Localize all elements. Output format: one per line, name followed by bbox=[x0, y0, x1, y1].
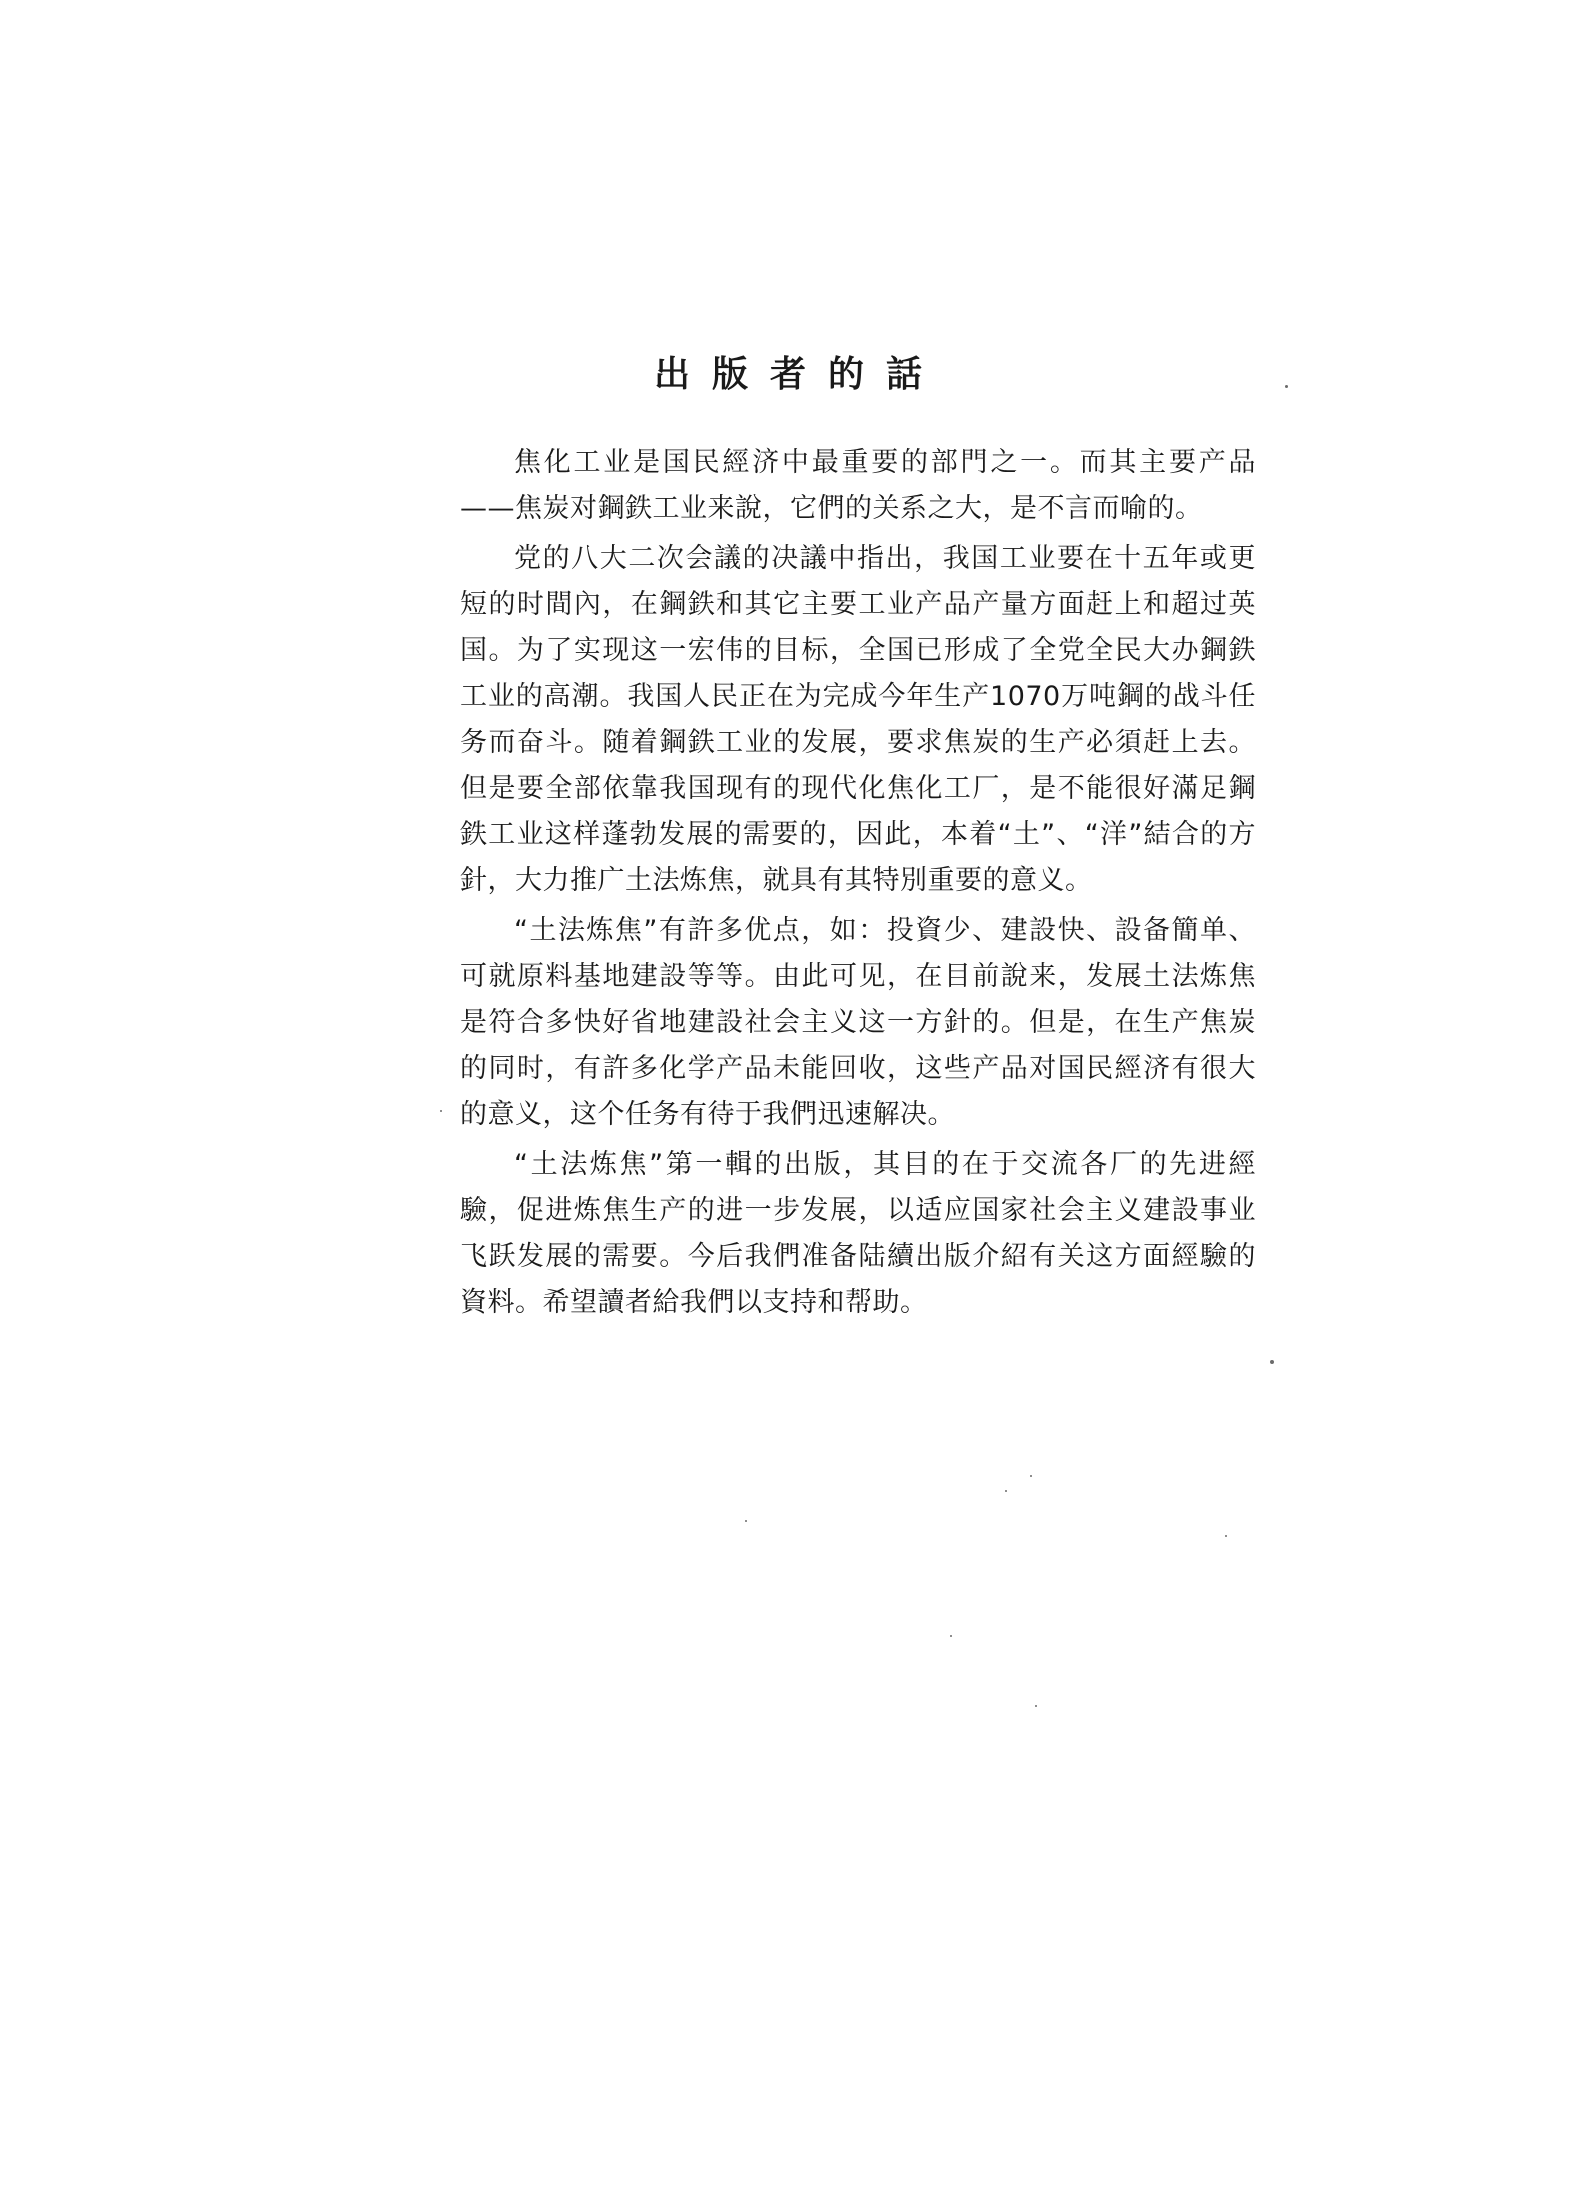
page-title: 出版者的話 bbox=[653, 353, 944, 395]
scan-speck bbox=[1005, 1490, 1007, 1492]
paragraph-1: 焦化工业是国民經济中最重要的部門之一。而其主要产品——焦炭对鋼鉄工业来說，它們的关系之大，是不言而喻的。 bbox=[460, 447, 1256, 524]
body-text bbox=[460, 440, 1256, 1330]
scan-speck bbox=[1035, 1705, 1037, 1707]
scan-speck bbox=[1285, 385, 1288, 388]
paragraph-4: “土法炼焦”第一輯的出版，其目的在于交流各厂的先进經驗，促进炼焦生产的进一步发展，以适应国家社会主义建設事业飞跃发展的需要。今后我們准备陆續出版介紹有关这方面經驗的資料。希望讀者給我們以支持和帮助。 bbox=[460, 1149, 1256, 1318]
scan-speck bbox=[1030, 1475, 1032, 1477]
scan-speck bbox=[950, 1635, 952, 1637]
paragraph-3: “土法炼焦”有許多优点，如：投資少、建設快、設备簡单、可就原料基地建設等等。由此可见，在目前說来，发展土法炼焦是符合多快好省地建設社会主义这一方針的。但是，在生产焦炭的同时，有許多化学产品未能回收，这些产品对国民經济有很大的意义，这个任务有待于我們迅速解决。 bbox=[460, 915, 1256, 1130]
scan-speck bbox=[440, 1110, 442, 1112]
scan-speck bbox=[745, 1520, 747, 1522]
paragraph-2: 党的八大二次会議的决議中指出，我国工业要在十五年或更短的时間內，在鋼鉄和其它主要工业产品产量方面赶上和超过英国。为了实现这一宏伟的目标，全国已形成了全党全民大办鋼鉄工业的高潮。我国人民正在为完成今年生产1070万吨鋼的战斗任务而奋斗。随着鋼鉄工业的发展，要求焦炭的生产必須赶上去。但是要全部依靠我国现有的现代化焦化工厂，是不能很好滿足鋼鉄工业这样蓬勃发展的需要的，因此，本着“土”、“洋”結合的方針，大力推广土法炼焦，就具有其特別重要的意义。 bbox=[460, 543, 1256, 896]
scan-speck bbox=[1270, 1360, 1274, 1364]
scan-speck bbox=[1225, 1535, 1227, 1537]
